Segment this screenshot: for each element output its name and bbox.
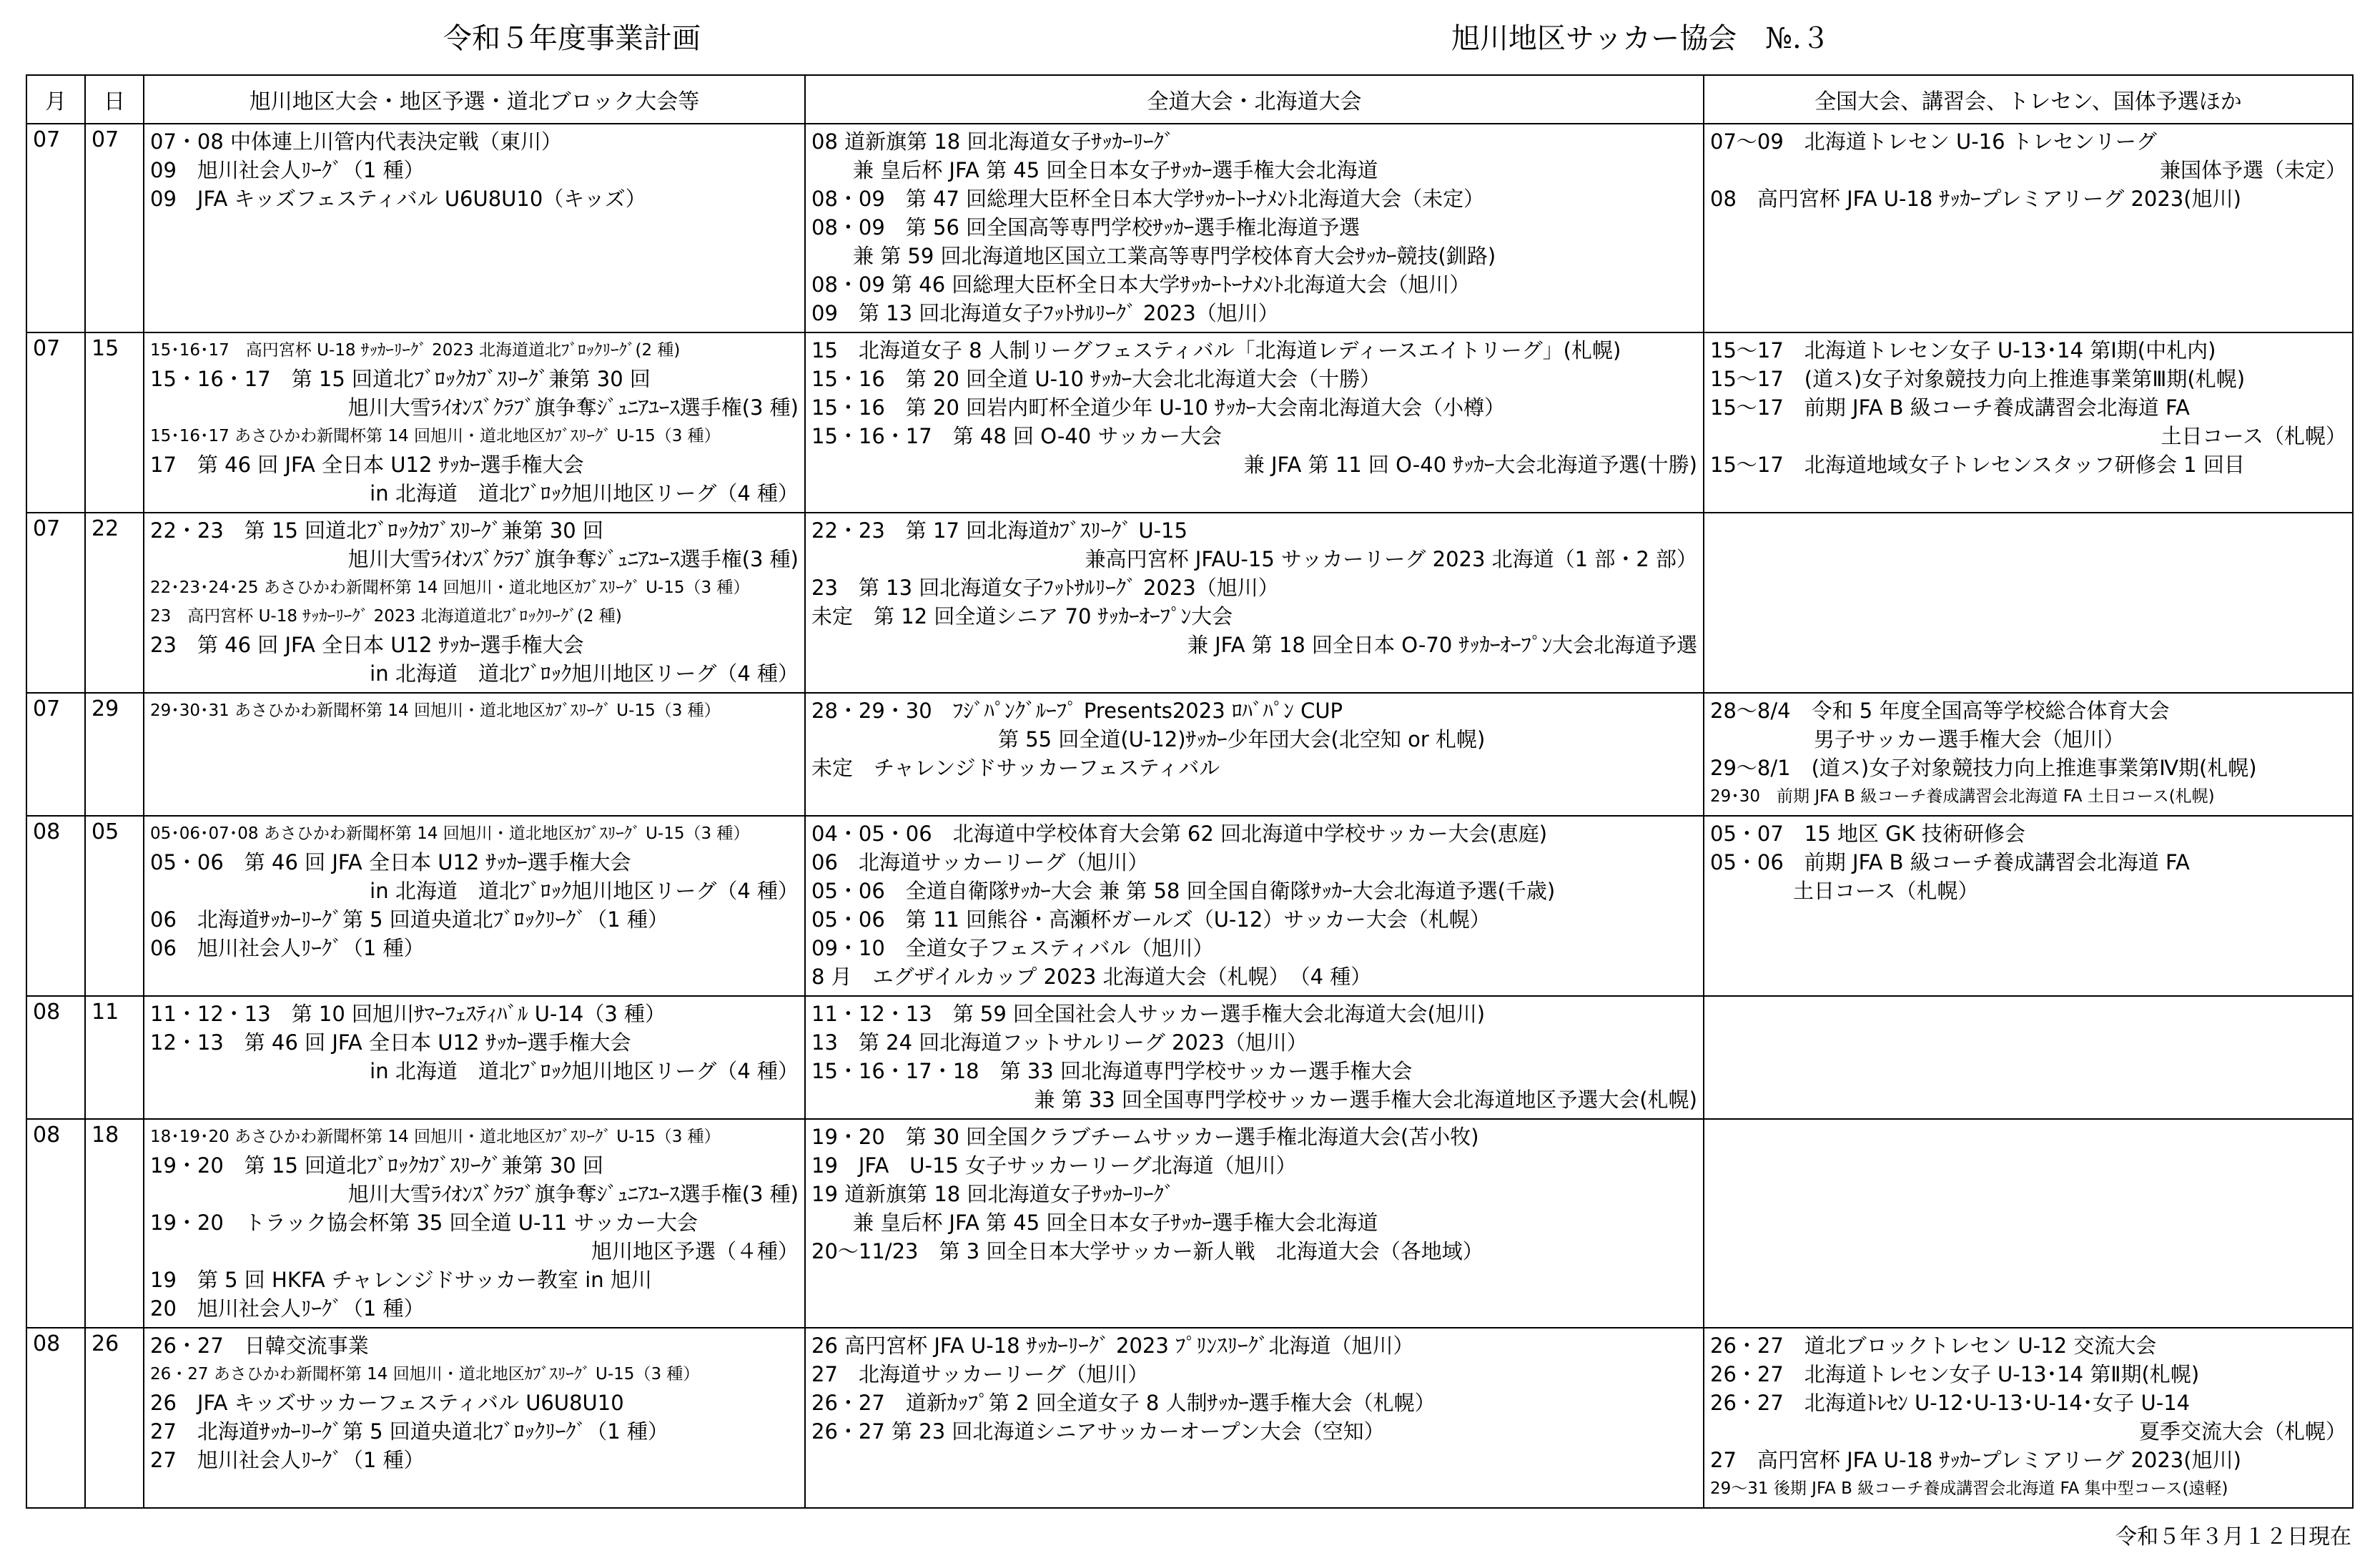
event-line: 27 北海道サッカーリーグ（旭川） (811, 1362, 1149, 1386)
table-row (26, 124, 2353, 332)
event-line: 09 第 13 回北海道女子ﾌｯﾄｻﾙﾘｰｸﾞ 2023（旭川） (811, 301, 1279, 325)
local-events-cell (144, 513, 805, 693)
event-line: 26・27 道北ブロックトレセン U-12 交流大会 (1710, 1333, 2157, 1358)
event-line: 15～17 前期 JFA B 級コーチ養成講習会北海道 FA (1710, 395, 2190, 420)
event-line: 15・16・17 第 15 回道北ﾌﾞﾛｯｸｶﾌﾞｽﾘｰｸﾞ兼第 30 回 (150, 367, 651, 391)
event-line: 15～17 北海道トレセン女子 U-13･14 第Ⅰ期(中札内) (1710, 338, 2216, 363)
month-cell: 08 (26, 816, 85, 996)
event-line: 26 JFA キッズサッカーフェスティバル U6U8U10 (150, 1391, 624, 1415)
event-line: 26・27 北海道トレセン女子 U-13･14 第Ⅱ期(札幌) (1710, 1362, 2200, 1386)
table-row (26, 996, 2353, 1119)
event-line: in 北海道 道北ﾌﾞﾛｯｸ旭川地区リーグ（4 種） (370, 1059, 799, 1083)
hokkaido-events-cell (805, 513, 1704, 693)
as-of-date: 令和５年３月１２日現在 (2115, 1524, 2351, 1549)
event-line: 09・10 全道女子フェスティバル（旭川） (811, 936, 1214, 960)
event-line: 11・12・13 第 10 回旭川ｻﾏｰﾌｪｽﾃｨﾊﾞﾙ U-14（3 種） (150, 1002, 666, 1026)
event-line: 06 北海道サッカーリーグ（旭川） (811, 850, 1149, 874)
event-line: 08 高円宮杯 JFA U-18 ｻｯｶｰプレミアリーグ 2023(旭川) (1710, 187, 2241, 211)
event-line: 15・16・17・18 第 33 回北海道専門学校サッカー選手権大会 (811, 1059, 1413, 1083)
event-line: 26 高円宮杯 JFA U-18 ｻｯｶｰﾘｰｸﾞ 2023 ﾌﾟﾘﾝｽﾘｰｸﾞ北海道（旭川） (811, 1333, 1414, 1358)
event-line: 29･30 前期 JFA B 級コーチ養成講習会北海道 FA 土日コース(札幌) (1710, 787, 2215, 806)
national-events-cell (1704, 693, 2353, 816)
event-line: 05･06･07･08 あさひかわ新聞杯第 14 回旭川・道北地区ｶﾌﾞｽﾘｰｸﾞ U-15（3 種） (150, 824, 750, 843)
month-cell: 07 (26, 332, 85, 513)
event-line: 19・20 トラック協会杯第 35 回全道 U-11 サッカー大会 (150, 1211, 698, 1235)
table-row (26, 332, 2353, 513)
event-line: 28・29・30 ﾌｼﾞﾊﾟﾝｸﾞﾙｰﾌﾟ Presents2023 ﾛﾊﾞﾊﾟﾝ CUP (811, 699, 1343, 723)
event-line: 19・20 第 30 回全国クラブチームサッカー選手権北海道大会(苫小牧) (811, 1125, 1479, 1149)
month-cell: 07 (26, 513, 85, 693)
event-line: 夏季交流大会（札幌） (2138, 1419, 2346, 1444)
day-cell: 07 (85, 124, 144, 332)
event-line: 05・06 前期 JFA B 級コーチ養成講習会北海道 FA (1710, 850, 2190, 874)
event-line: 兼 皇后杯 JFA 第 45 回全日本女子ｻｯｶｰ選手権大会北海道 (811, 158, 1378, 182)
event-line: 未定 第 12 回全道シニア 70 ｻｯｶｰｵｰﾌﾟﾝ大会 (811, 604, 1233, 628)
event-line: 08 道新旗第 18 回北海道女子ｻｯｶｰﾘｰｸﾞ (811, 129, 1175, 154)
event-line: 15・16・17 第 48 回 O-40 サッカー大会 (811, 424, 1222, 448)
event-schedule-table (26, 74, 2354, 1509)
event-line: 26・27 あさひかわ新聞杯第 14 回旭川・道北地区ｶﾌﾞｽﾘｰｸﾞ U-15（3 種） (150, 1365, 700, 1384)
table-header-row (26, 75, 2353, 124)
event-line: 兼 JFA 第 11 回 O-40 ｻｯｶｰ大会北海道予選(十勝) (1243, 453, 1697, 477)
event-line: 29～31 後期 JFA B 級コーチ養成講習会北海道 FA 集中型コース(遠軽) (1710, 1479, 2228, 1498)
national-events-cell (1704, 816, 2353, 996)
event-line: 17 第 46 回 JFA 全日本 U12 ｻｯｶｰ選手権大会 (150, 453, 584, 477)
event-line: 土日コース（札幌） (2161, 424, 2346, 448)
header-local-events: 旭川地区大会・地区予選・道北ブロック大会等 (144, 75, 805, 124)
event-line: 05・06 第 11 回熊谷・高瀬杯ガールズ（U-12）サッカー大会（札幌） (811, 907, 1491, 932)
event-line: 兼 皇后杯 JFA 第 45 回全日本女子ｻｯｶｰ選手権大会北海道 (811, 1211, 1378, 1235)
event-line: 28～8/4 令和 5 年度全国高等学校総合体育大会 (1710, 699, 2170, 723)
day-cell: 18 (85, 1119, 144, 1328)
event-line: 27 高円宮杯 JFA U-18 ｻｯｶｰプレミアリーグ 2023(旭川) (1710, 1448, 2241, 1472)
day-cell: 05 (85, 816, 144, 996)
table-row (26, 1328, 2353, 1508)
table-row (26, 1119, 2353, 1328)
day-cell: 29 (85, 693, 144, 816)
hokkaido-events-cell (805, 816, 1704, 996)
event-line: 兼 第 59 回北海道地区国立工業高等専門学校体育大会ｻｯｶｰ競技(釧路) (811, 244, 1496, 268)
event-line: 05・06 全道自衛隊ｻｯｶｰ大会 兼 第 58 回全国自衛隊ｻｯｶｰ大会北海道予選(千歳) (811, 879, 1556, 903)
event-line: 20 旭川社会人ﾘｰｸﾞ（1 種） (150, 1296, 425, 1321)
event-line: 13 第 24 回北海道フットサルリーグ 2023（旭川） (811, 1030, 1308, 1055)
event-line: 29･30･31 あさひかわ新聞杯第 14 回旭川・道北地区ｶﾌﾞｽﾘｰｸﾞ U-15（3 種） (150, 701, 721, 720)
event-line: 23 高円宮杯 U-18 ｻｯｶｰﾘｰｸﾞ 2023 北海道道北ﾌﾞﾛｯｸﾘｰｸﾞ(2 種) (150, 607, 622, 626)
event-line: 08・09 第 56 回全国高等専門学校ｻｯｶｰ選手権北海道予選 (811, 215, 1361, 240)
day-cell: 26 (85, 1328, 144, 1508)
event-line: 29～8/1 (道ス)女子対象競技力向上推進事業第Ⅳ期(札幌) (1710, 756, 2257, 780)
document-title: 令和５年度事業計画 (443, 22, 701, 55)
event-line: 22・23 第 17 回北海道ｶﾌﾞｽﾘｰｸﾞ U-15 (811, 518, 1187, 543)
local-events-cell (144, 1119, 805, 1328)
local-events-cell (144, 816, 805, 996)
event-line: in 北海道 道北ﾌﾞﾛｯｸ旭川地区リーグ（4 種） (370, 661, 799, 686)
event-line: 旭川大雪ﾗｲｵﾝｽﾞｸﾗﾌﾞ旗争奪ｼﾞｭﾆｱﾕｰｽ選手権(3 種) (347, 1182, 799, 1206)
event-line: 15・16 第 20 回全道 U-10 ｻｯｶｰ大会北北海道大会（十勝） (811, 367, 1381, 391)
event-line: 旭川大雪ﾗｲｵﾝｽﾞｸﾗﾌﾞ旗争奪ｼﾞｭﾆｱﾕｰｽ選手権(3 種) (347, 547, 799, 571)
event-line: in 北海道 道北ﾌﾞﾛｯｸ旭川地区リーグ（4 種） (370, 481, 799, 506)
event-line: 11・12・13 第 59 回全国社会人サッカー選手権大会北海道大会(旭川) (811, 1002, 1486, 1026)
table-row (26, 513, 2353, 693)
event-line: 男子サッカー選手権大会（旭川） (1710, 727, 2125, 751)
local-events-cell (144, 124, 805, 332)
header-national-events: 全国大会、講習会、トレセン、国体予選ほか (1704, 75, 2353, 124)
event-line: 15～17 北海道地域女子トレセンスタッフ研修会 1 回目 (1710, 453, 2245, 477)
event-line: 兼 第 33 回全国専門学校サッカー選手権大会北海道地区予選大会(札幌) (1034, 1088, 1697, 1112)
event-line: 09 旭川社会人ﾘｰｸﾞ（1 種） (150, 158, 425, 182)
event-line: 旭川地区予選（４種） (591, 1239, 799, 1263)
day-cell: 11 (85, 996, 144, 1119)
hokkaido-events-cell (805, 693, 1704, 816)
event-line: 15 北海道女子 8 人制リーグフェスティバル「北海道レディースエイトリーグ」(札幌) (811, 338, 1621, 363)
local-events-cell (144, 996, 805, 1119)
national-events-cell (1704, 124, 2353, 332)
day-cell: 15 (85, 332, 144, 513)
event-line: 兼 JFA 第 18 回全日本 O-70 ｻｯｶｰｵｰﾌﾟﾝ大会北海道予選 (1187, 633, 1697, 657)
event-line: 04・05・06 北海道中学校体育大会第 62 回北海道中学校サッカー大会(恵庭) (811, 822, 1548, 846)
national-events-cell (1704, 332, 2353, 513)
event-line: 26・27 北海道ﾄﾚｾﾝ U-12･U-13･U-14･女子 U-14 (1710, 1391, 2191, 1415)
national-events-cell (1704, 1328, 2353, 1508)
month-cell: 08 (26, 1119, 85, 1328)
month-cell: 07 (26, 693, 85, 816)
event-line: 07～09 北海道トレセン U-16 トレセンリーグ (1710, 129, 2157, 154)
header-hokkaido-events: 全道大会・北海道大会 (805, 75, 1704, 124)
event-line: 06 北海道ｻｯｶｰﾘｰｸﾞ第 5 回道央道北ﾌﾞﾛｯｸﾘｰｸﾞ（1 種） (150, 907, 668, 932)
event-line: 19 道新旗第 18 回北海道女子ｻｯｶｰﾘｰｸﾞ (811, 1182, 1175, 1206)
header-month: 月 (26, 75, 85, 124)
event-line: 18･19･20 あさひかわ新聞杯第 14 回旭川・道北地区ｶﾌﾞｽﾘｰｸﾞ U-15（3 種） (150, 1128, 721, 1146)
event-line: 06 旭川社会人ﾘｰｸﾞ（1 種） (150, 936, 425, 960)
hokkaido-events-cell (805, 332, 1704, 513)
table-row (26, 816, 2353, 996)
event-line: 20～11/23 第 3 回全日本大学サッカー新人戦 北海道大会（各地域） (811, 1239, 1483, 1263)
event-line: 22・23 第 15 回道北ﾌﾞﾛｯｸｶﾌﾞｽﾘｰｸﾞ兼第 30 回 (150, 518, 603, 543)
event-line: 05・06 第 46 回 JFA 全日本 U12 ｻｯｶｰ選手権大会 (150, 850, 631, 874)
event-line: 27 北海道ｻｯｶｰﾘｰｸﾞ第 5 回道央道北ﾌﾞﾛｯｸﾘｰｸﾞ（1 種） (150, 1419, 668, 1444)
association-title: 旭川地区サッカー協会 №.３ (1451, 22, 1830, 55)
local-events-cell (144, 332, 805, 513)
local-events-cell (144, 1328, 805, 1508)
hokkaido-events-cell (805, 996, 1704, 1119)
month-cell: 08 (26, 1328, 85, 1508)
event-line: 未定 チャレンジドサッカーフェスティバル (811, 756, 1220, 780)
event-line: 19・20 第 15 回道北ﾌﾞﾛｯｸｶﾌﾞｽﾘｰｸﾞ兼第 30 回 (150, 1153, 603, 1178)
event-line: 8 月 エグザイルカップ 2023 北海道大会（札幌） （4 種） (811, 965, 1372, 989)
hokkaido-events-cell (805, 1119, 1704, 1328)
event-line: 15・16 第 20 回岩内町杯全道少年 U-10 ｻｯｶｰ大会南北海道大会（小樽） (811, 395, 1506, 420)
national-events-cell (1704, 1119, 2353, 1328)
event-line: 土日コース（札幌） (1710, 879, 1979, 903)
table-row (26, 693, 2353, 816)
event-line: 07・08 中体連上川管内代表決定戦（東川） (150, 129, 563, 154)
hokkaido-events-cell (805, 1328, 1704, 1508)
event-line: in 北海道 道北ﾌﾞﾛｯｸ旭川地区リーグ（4 種） (370, 879, 799, 903)
event-line: 12・13 第 46 回 JFA 全日本 U12 ｻｯｶｰ選手権大会 (150, 1030, 631, 1055)
event-line: 09 JFA キッズフェスティバル U6U8U10（キッズ） (150, 187, 646, 211)
event-line: 26・27 道新ｶｯﾌﾟ第 2 回全道女子 8 人制ｻｯｶｰ選手権大会（札幌） (811, 1391, 1436, 1415)
event-line: 兼国体予選（未定） (2159, 158, 2346, 182)
national-events-cell (1704, 513, 2353, 693)
event-line: 23 第 13 回北海道女子ﾌｯﾄｻﾙﾘｰｸﾞ 2023（旭川） (811, 576, 1279, 600)
national-events-cell (1704, 996, 2353, 1119)
event-line: 27 旭川社会人ﾘｰｸﾞ（1 種） (150, 1448, 425, 1472)
event-line: 05・07 15 地区 GK 技術研修会 (1710, 822, 2025, 846)
event-line: 19 JFA U-15 女子サッカーリーグ北海道（旭川） (811, 1153, 1297, 1178)
event-line: 08・09 第 47 回総理大臣杯全日本大学ｻｯｶｰﾄｰﾅﾒﾝﾄ北海道大会（未定） (811, 187, 1485, 211)
event-line: 旭川大雪ﾗｲｵﾝｽﾞｸﾗﾌﾞ旗争奪ｼﾞｭﾆｱﾕｰｽ選手権(3 種) (347, 395, 799, 420)
header-day: 日 (85, 75, 144, 124)
hokkaido-events-cell (805, 124, 1704, 332)
event-line: 19 第 5 回 HKFA チャレンジドサッカー教室 in 旭川 (150, 1268, 652, 1292)
event-line: 兼高円宮杯 JFAU-15 サッカーリーグ 2023 北海道（1 部・2 部） (1085, 547, 1697, 571)
event-line: 第 55 回全道(U-12)ｻｯｶｰ少年団大会(北空知 or 札幌) (811, 727, 1486, 751)
event-line: 08・09 第 46 回総理大臣杯全日本大学ｻｯｶｰﾄｰﾅﾒﾝﾄ北海道大会（旭川） (811, 272, 1471, 297)
event-line: 22･23･24･25 あさひかわ新聞杯第 14 回旭川・道北地区ｶﾌﾞｽﾘｰｸﾞ U-15（3 種） (150, 578, 750, 597)
event-line: 26・27 第 23 回北海道シニアサッカーオープン大会（空知） (811, 1419, 1385, 1444)
day-cell: 22 (85, 513, 144, 693)
event-line: 15･16･17 あさひかわ新聞杯第 14 回旭川・道北地区ｶﾌﾞｽﾘｰｸﾞ U-15（3 種） (150, 427, 721, 445)
event-line: 23 第 46 回 JFA 全日本 U12 ｻｯｶｰ選手権大会 (150, 633, 584, 657)
local-events-cell (144, 693, 805, 816)
event-line: 15～17 (道ス)女子対象競技力向上推進事業第Ⅲ期(札幌) (1710, 367, 2246, 391)
month-cell: 08 (26, 996, 85, 1119)
event-line: 15･16･17 高円宮杯 U-18 ｻｯｶｰﾘｰｸﾞ 2023 北海道道北ﾌﾞﾛｯｸﾘｰｸﾞ(2 種) (150, 341, 681, 360)
event-line: 26・27 日韓交流事業 (150, 1333, 369, 1358)
month-cell: 07 (26, 124, 85, 332)
